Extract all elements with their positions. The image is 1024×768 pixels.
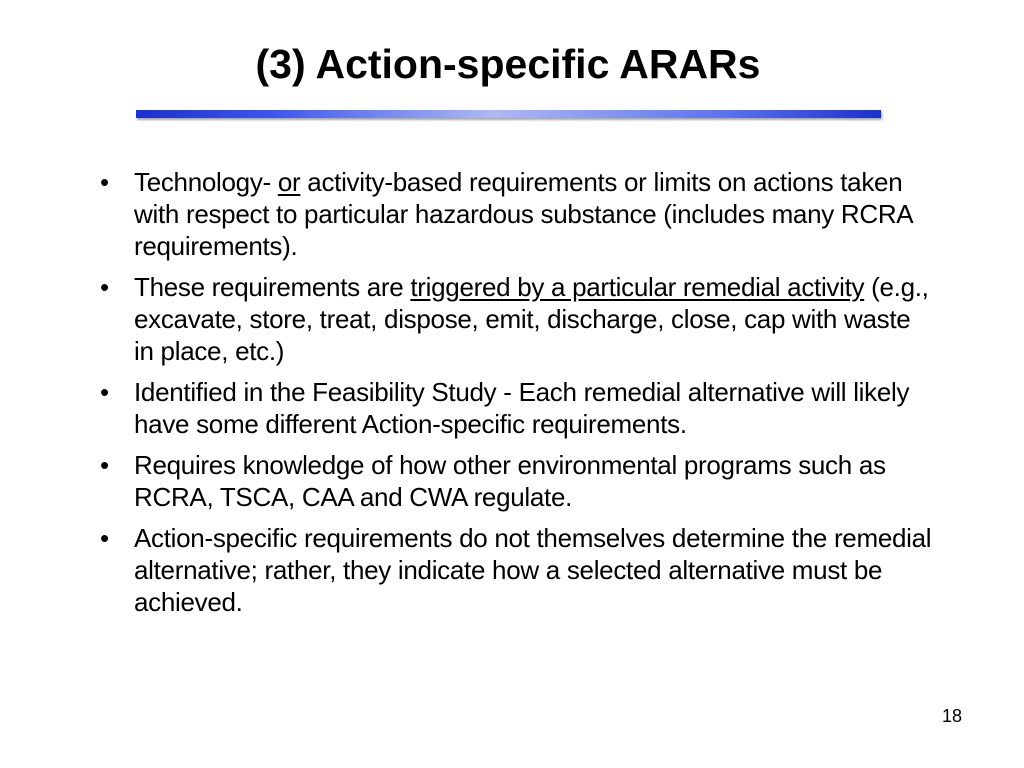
slide-title: (3) Action-specific ARARs xyxy=(255,41,761,87)
bullet-item xyxy=(96,166,936,262)
bullet-icon: • xyxy=(100,167,109,197)
bullet-text: Identified in the Feasibility Study - Each remedial alternative will likely have some different Action-specific requirements. xyxy=(134,377,910,439)
bullet-text: Technology- xyxy=(134,167,278,197)
bullet-item xyxy=(96,522,936,618)
bullet-item xyxy=(96,376,936,440)
bullet-icon: • xyxy=(100,523,109,553)
bullet-text: These requirements are xyxy=(134,272,411,302)
bullet-item xyxy=(96,449,936,513)
bullet-text: activity-based requirements or limits on actions taken with respect to particular hazardous substance (includes many RCRA requirements). xyxy=(134,167,912,261)
underlined-text: triggered by a particular remedial activity xyxy=(410,272,865,302)
page-number: 18 xyxy=(941,706,962,726)
bullet-icon: • xyxy=(100,450,109,480)
bullet-item xyxy=(96,271,936,367)
title-underline-bar xyxy=(136,110,881,118)
bullet-text: Action-specific requirements do not themselves determine the remedial alternative; rather, they indicate how a selected alternative must be achieved. xyxy=(134,523,932,617)
bullet-icon: • xyxy=(100,377,109,407)
underlined-text: or xyxy=(277,167,301,197)
bullet-text: (e.g., excavate, store, treat, dispose, emit, discharge, close, cap with waste in place, etc.) xyxy=(134,272,929,366)
bullet-text: Requires knowledge of how other environmental programs such as RCRA, TSCA, CAA and CWA regulate. xyxy=(134,450,886,512)
bullet-icon: • xyxy=(100,272,109,302)
bullet-list xyxy=(96,166,936,627)
